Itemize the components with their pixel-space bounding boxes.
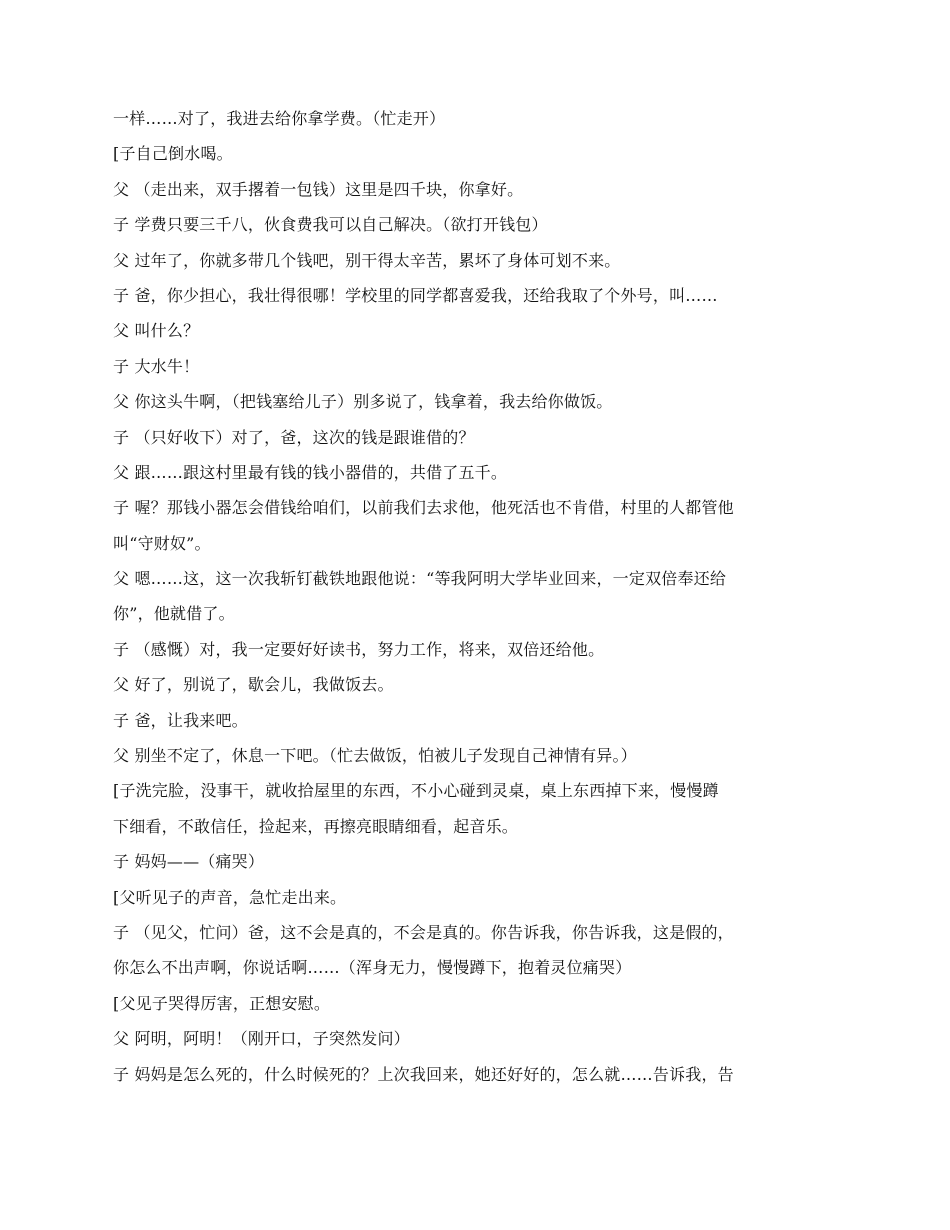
text-line: 父 好了，别说了，歇会儿，我做饭去。 xyxy=(113,675,394,695)
text-line: 子 妈妈——（痛哭） xyxy=(113,852,265,872)
text-line: 你怎么不出声啊，你说话啊……（浑身无力，慢慢蹲下，抱着灵位痛哭） xyxy=(113,958,632,978)
text-line: 一样……对了，我进去给你拿学费。（忙走开） xyxy=(113,109,446,128)
text-line: 父 （走出来，双手撂着一包钱）这里是四千块，你拿好。 xyxy=(113,179,524,199)
text-line: 父 别坐不定了，休息一下吧。（忙去做饭，怕被儿子发现自己神情有异。） xyxy=(113,746,637,766)
text-line: 子 大水牛！ xyxy=(113,356,200,376)
text-line: 子 爸，你少担心，我壮得很哪！学校里的同学都喜爱我，还给我取了个外号，叫…… xyxy=(113,285,718,305)
text-line: 父 你这头牛啊，（把钱塞给儿子）别多说了，钱拿着，我去给你做饭。 xyxy=(113,392,613,412)
text-line: [子洗完脸，没事干，就收拾屋里的东西，不小心碰到灵桌，桌上东西掉下来，慢慢蹲 xyxy=(113,781,719,801)
text-line: [父见子哭得厉害，正想安慰。 xyxy=(113,993,331,1013)
text-line: 下细看，不敢信任，捡起来，再擦亮眼睛细看，起音乐。 xyxy=(113,816,519,836)
text-line: [子自己倒水喝。 xyxy=(113,144,233,164)
text-line: 子 （只好收下）对了，爸，这次的钱是跟谁借的？ xyxy=(113,427,475,447)
document-page xyxy=(113,108,833,1099)
text-line: 子 （感慨）对，我一定要好好读书，努力工作，将来，双倍还给他。 xyxy=(113,639,605,659)
text-line: 父 嗯……这，这一次我斩钉截铁地跟他说：“等我阿明大学毕业回来，一定双倍奉还给 xyxy=(113,569,727,589)
text-line: 子 爸，让我来吧。 xyxy=(113,710,248,730)
text-line: 你”，他就借了。 xyxy=(113,604,235,624)
text-line: 父 阿明，阿明！（刚开口，子突然发问） xyxy=(113,1029,410,1049)
text-line: 父 过年了，你就多带几个钱吧，别干得太辛苦，累坏了身体可划不来。 xyxy=(113,250,621,270)
text-line: 叫“守财奴”。 xyxy=(113,533,211,553)
text-line: 父 叫什么？ xyxy=(113,321,200,341)
text-line: 子 喔？那钱小器怎会借钱给咱们，以前我们去求他，他死活也不肯借，村里的人都管他 xyxy=(113,498,734,518)
text-line: 子 学费只要三千八，伙食费我可以自己解决。（欲打开钱包） xyxy=(113,215,548,235)
text-line: 父 跟……跟这村里最有钱的钱小器借的，共借了五千。 xyxy=(113,462,508,482)
text-line: 子 （见父，忙问）爸，这不会是真的，不会是真的。你告诉我，你告诉我，这是假的， xyxy=(113,922,734,942)
text-line: 子 妈妈是怎么死的，什么时候死的？上次我回来，她还好好的，怎么就……告诉我，告 xyxy=(113,1064,734,1084)
text-line: [父听见子的声音，急忙走出来。 xyxy=(113,887,347,907)
